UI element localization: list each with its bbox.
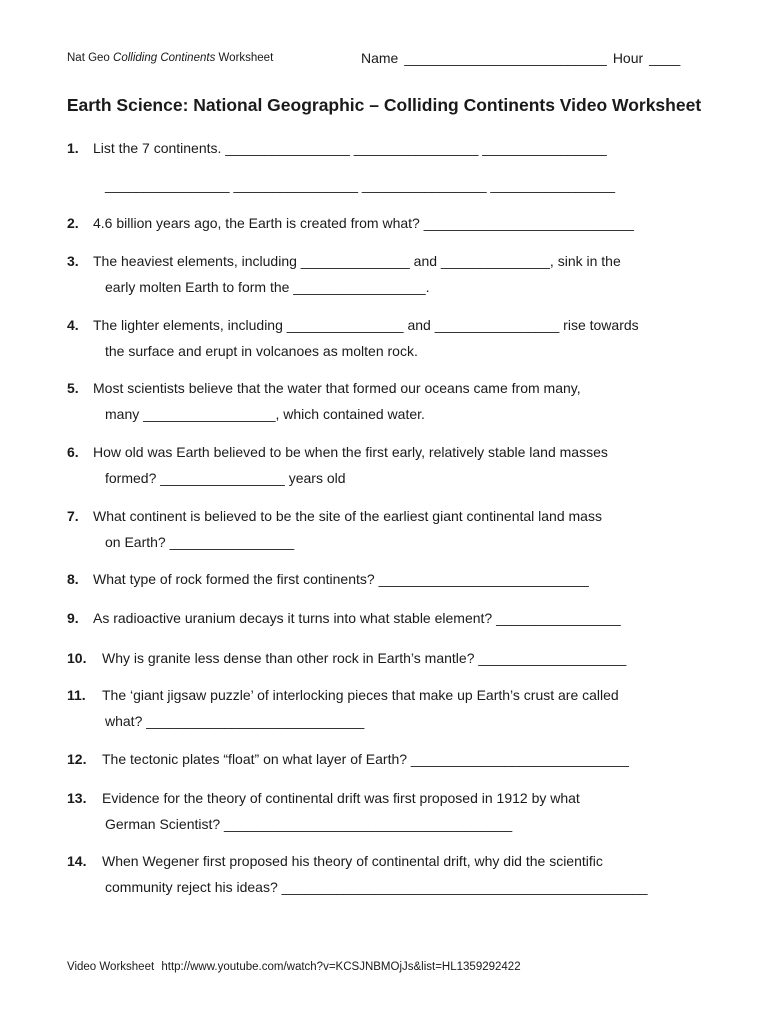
question-13 (67, 786, 707, 837)
question-number: 10. (67, 650, 87, 666)
question-text[interactable]: The heaviest elements, including ______________ and ______________, sink in the (93, 253, 621, 269)
question-number: 9. (67, 610, 79, 626)
question-text-cont[interactable]: community reject his ideas? _______________________________________________ (105, 878, 648, 895)
question-text-cont[interactable]: many _________________, which contained water. (105, 405, 425, 422)
question-text: What continent is believed to be the site of the earliest giant continental land mass (93, 508, 602, 524)
question-text[interactable]: List the 7 continents. ________________ ________________ ________________ (93, 140, 607, 156)
name-label: Name (361, 50, 399, 66)
question-number: 11. (67, 687, 86, 703)
subtitle-italic: Colliding Continents (113, 52, 216, 64)
question-number: 2. (67, 215, 79, 231)
question-2 (67, 211, 707, 237)
question-3 (67, 249, 707, 300)
question-text[interactable]: The tectonic plates “float” on what layer of Earth? ____________________________ (102, 751, 629, 767)
question-text: When Wegener first proposed his theory of continental drift, why did the scientific (102, 853, 603, 869)
question-text-cont[interactable]: ________________ ________________ ________________ ________________ (105, 176, 615, 193)
question-12 (67, 747, 707, 773)
worksheet-footer (67, 961, 521, 973)
worksheet-subtitle (67, 52, 273, 64)
worksheet-header (67, 50, 707, 68)
question-text[interactable]: 4.6 billion years ago, the Earth is created from what? ___________________________ (93, 215, 634, 231)
subtitle-suffix: Worksheet (215, 52, 274, 64)
question-14 (67, 849, 707, 900)
subtitle-prefix: Nat Geo (67, 52, 114, 64)
question-number: 7. (67, 508, 79, 524)
question-text: How old was Earth believed to be when the first early, relatively stable land masses (93, 444, 608, 460)
question-number: 14. (67, 853, 87, 869)
question-4 (67, 313, 707, 364)
question-number: 8. (67, 571, 79, 587)
hour-label: Hour (612, 50, 644, 66)
question-number: 3. (67, 253, 79, 269)
hour-blank[interactable]: ____ (649, 50, 681, 66)
question-number: 4. (67, 317, 79, 333)
question-number: 13. (67, 790, 87, 806)
question-text-cont[interactable]: early molten Earth to form the _________________. (105, 278, 430, 295)
question-11 (67, 683, 707, 734)
page-title: Earth Science: National Geographic – Colliding Continents Video Worksheet (66, 95, 702, 115)
question-9 (67, 606, 707, 632)
question-8 (67, 567, 707, 593)
footer-label: Video Worksheet (67, 961, 155, 973)
question-text: Most scientists believe that the water that formed our oceans came from many, (93, 380, 581, 396)
question-1 (67, 136, 707, 198)
question-text[interactable]: What type of rock formed the first continents? ___________________________ (93, 571, 589, 587)
question-text-cont[interactable]: German Scientist? _____________________________________ (105, 815, 513, 832)
question-number: 12. (67, 751, 87, 767)
video-link[interactable]: http://www.youtube.com/watch?v=KCSJNBMOjJs&list=HL1359292422 (161, 961, 521, 973)
question-text: The ‘giant jigsaw puzzle’ of interlocking pieces that make up Earth’s crust are called (102, 687, 619, 703)
question-number: 1. (67, 140, 79, 156)
question-number: 5. (67, 380, 79, 396)
question-5 (67, 376, 707, 427)
question-6 (67, 440, 707, 491)
question-10 (67, 646, 707, 672)
name-blank[interactable]: __________________________ (404, 50, 607, 66)
question-text-cont[interactable]: formed? ________________ years old (105, 469, 346, 486)
question-text[interactable]: The lighter elements, including _______________ and ________________ rise towards (93, 317, 639, 333)
question-number: 6. (67, 444, 79, 460)
question-text[interactable]: As radioactive uranium decays it turns into what stable element? ________________ (93, 610, 621, 626)
question-text[interactable]: Why is granite less dense than other rock in Earth’s mantle? ___________________ (102, 650, 627, 666)
question-text-cont[interactable]: what? ____________________________ (105, 712, 365, 729)
question-text-cont: the surface and erupt in volcanoes as molten rock. (105, 342, 418, 359)
name-hour-fields (361, 50, 680, 66)
question-7 (67, 504, 707, 555)
question-text-cont[interactable]: on Earth? ________________ (105, 533, 295, 550)
question-text: Evidence for the theory of continental drift was first proposed in 1912 by what (102, 790, 580, 806)
